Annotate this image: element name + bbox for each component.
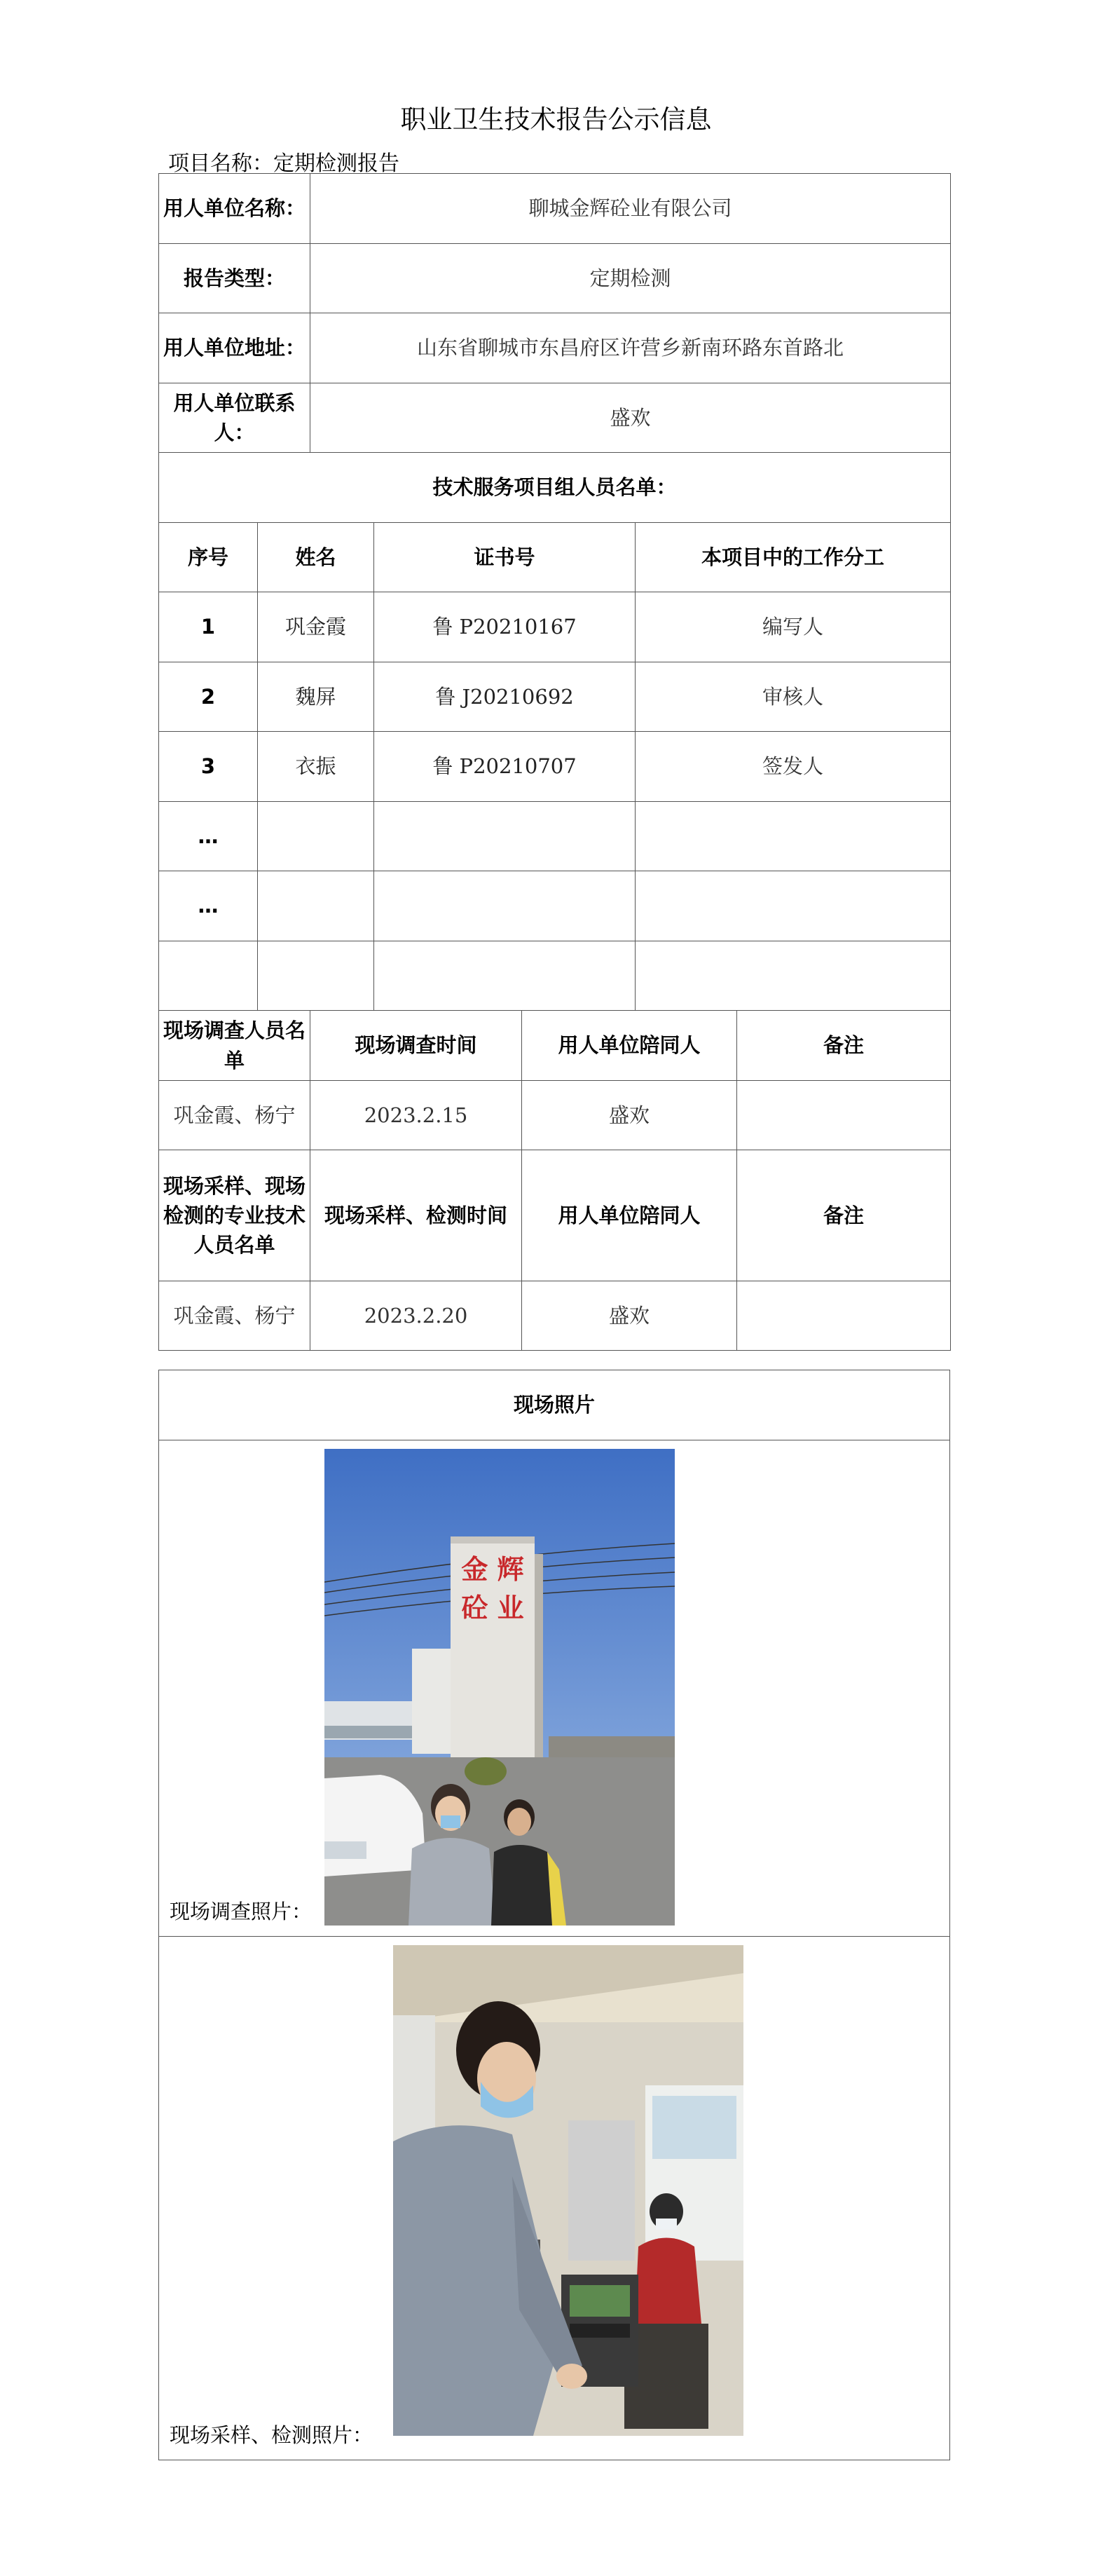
info-label: 用人单位联系人：: [159, 383, 310, 453]
sampling-escort: 盛欢: [522, 1281, 737, 1351]
survey-time: 2023.2.15: [310, 1081, 522, 1150]
photos-header: 现场照片: [159, 1370, 950, 1440]
team-role: [636, 941, 951, 1011]
team-row: [159, 662, 951, 732]
photos-header-row: [159, 1370, 950, 1440]
tower-sign-bottom: 砼 业: [461, 1593, 524, 1623]
survey-names: 巩金霞、杨宁: [159, 1081, 310, 1150]
info-value: 聊城金辉砼业有限公司: [310, 174, 951, 244]
team-row: [159, 941, 951, 1011]
sampling-photo: [393, 1945, 743, 2436]
info-row: [159, 383, 951, 453]
team-cert: 鲁 J20210692: [374, 662, 636, 732]
team-row: [159, 871, 951, 941]
photos-table: [158, 1370, 950, 2460]
info-label: 用人单位地址：: [159, 313, 310, 383]
info-row: [159, 244, 951, 313]
team-name: [258, 941, 374, 1011]
info-value: 山东省聊城市东昌府区许营乡新南环路东首路北: [310, 313, 951, 383]
team-cert: [374, 871, 636, 941]
team-cert: 鲁 P20210707: [374, 732, 636, 802]
team-role: 签发人: [636, 732, 951, 802]
team-name: [258, 871, 374, 941]
team-role: 编写人: [636, 592, 951, 662]
sampling-photo-row: [159, 1937, 950, 2460]
survey-col-note: 备注: [737, 1011, 951, 1081]
sampling-col-time: 现场采样、检测时间: [310, 1150, 522, 1281]
team-no: 1: [159, 592, 258, 662]
team-header: 技术服务项目组人员名单：: [159, 453, 951, 523]
info-label: 用人单位名称：: [159, 174, 310, 244]
info-value: 盛欢: [310, 383, 951, 453]
team-role: 审核人: [636, 662, 951, 732]
survey-photo-row: [159, 1440, 950, 1937]
info-value: 定期检测: [310, 244, 951, 313]
survey-note: [737, 1081, 951, 1150]
col-header-cert: 证书号: [374, 523, 636, 592]
team-role: [636, 802, 951, 871]
survey-escort: 盛欢: [522, 1081, 737, 1150]
sampling-col-note: 备注: [737, 1150, 951, 1281]
team-row: [159, 802, 951, 871]
col-header-no: 序号: [159, 523, 258, 592]
team-cert: 鲁 P20210167: [374, 592, 636, 662]
col-header-role: 本项目中的工作分工: [636, 523, 951, 592]
col-header-name: 姓名: [258, 523, 374, 592]
team-no: 3: [159, 732, 258, 802]
team-cert: [374, 941, 636, 1011]
team-no: [159, 941, 258, 1011]
team-name: 巩金霞: [258, 592, 374, 662]
info-label: 报告类型：: [159, 244, 310, 313]
survey-photo-cell: [159, 1440, 950, 1937]
sampling-col-names: 现场采样、现场检测的专业技术人员名单: [159, 1150, 310, 1281]
survey-photo-label: 现场调查照片：: [170, 1899, 313, 1923]
survey-col-names: 现场调查人员名单: [159, 1011, 310, 1081]
team-row: [159, 592, 951, 662]
sampling-columns-row: [159, 1150, 951, 1281]
survey-row: [159, 1081, 951, 1150]
team-name: 衣振: [258, 732, 374, 802]
survey-col-time: 现场调查时间: [310, 1011, 522, 1081]
team-cert: [374, 802, 636, 871]
team-name: [258, 802, 374, 871]
sampling-time: 2023.2.20: [310, 1281, 522, 1351]
team-row: [159, 732, 951, 802]
info-row: [159, 174, 951, 244]
sampling-note: [737, 1281, 951, 1351]
team-no: 2: [159, 662, 258, 732]
survey-columns-row: [159, 1011, 951, 1081]
team-name: 魏屏: [258, 662, 374, 732]
info-row: [159, 313, 951, 383]
team-header-row: [159, 453, 951, 523]
sampling-col-escort: 用人单位陪同人: [522, 1150, 737, 1281]
sampling-photo-label: 现场采样、检测照片：: [170, 2422, 373, 2447]
info-table: [158, 173, 951, 1351]
sampling-photo-cell: [159, 1937, 950, 2460]
survey-photo: [324, 1449, 675, 1926]
survey-col-escort: 用人单位陪同人: [522, 1011, 737, 1081]
sampling-names: 巩金霞、杨宁: [159, 1281, 310, 1351]
team-no: …: [159, 802, 258, 871]
project-name: 项目名称：定期检测报告: [168, 151, 399, 176]
team-no: …: [159, 871, 258, 941]
tower-sign-top: 金 辉: [461, 1554, 524, 1585]
team-columns-row: [159, 523, 951, 592]
sampling-row: [159, 1281, 951, 1351]
team-role: [636, 871, 951, 941]
page-title: 职业卫生技术报告公示信息: [400, 104, 712, 135]
